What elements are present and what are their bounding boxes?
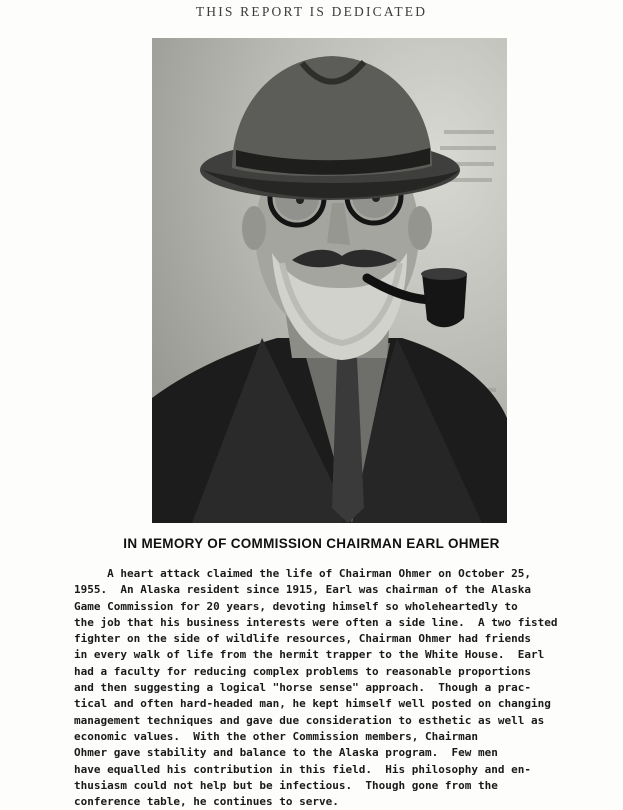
memorial-text: [74, 566, 594, 810]
text-line: thusiasm could not help but be infectious. Though gone from the: [74, 778, 498, 792]
text-line: Ohmer gave stability and balance to the Alaska program. Few men: [74, 746, 498, 760]
text-line: had a faculty for reducing complex problems to reasonable proportions: [74, 664, 531, 678]
text-line: fighter on the side of wildlife resources, Chairman Ohmer had friends: [74, 632, 531, 646]
text-line: and then suggesting a logical "horse sense" approach. Though a prac-: [74, 681, 531, 695]
text-line: Game Commission for 20 years, devoting himself so wholeheartedly to: [74, 599, 518, 613]
text-line: tical and often hard-headed man, he kept himself well posted on changing: [74, 697, 551, 711]
portrait-illustration: [152, 38, 507, 523]
text-line: 1955. An Alaska resident since 1915, Earl was chairman of the Alaska: [74, 583, 531, 597]
text-line: management techniques and gave due consideration to esthetic as well as: [74, 713, 545, 727]
text-line: have equalled his contribution in this field. His philosophy and en-: [74, 762, 531, 776]
memorial-caption: IN MEMORY OF COMMISSION CHAIRMAN EARL OHMER: [123, 536, 500, 551]
text-line: conference table, he continues to serve.: [74, 795, 339, 809]
text-line: the job that his business interests were often a side line. A two fisted: [74, 615, 558, 629]
portrait-photo: [152, 38, 507, 523]
text-line: economic values. With the other Commission members, Chairman: [74, 729, 478, 743]
text-line: A heart attack claimed the life of Chairman Ohmer on October 25,: [74, 567, 531, 580]
dedication-header: THIS REPORT IS DEDICATED: [195, 4, 428, 19]
text-line: in every walk of life from the hermit trapper to the White House. Earl: [74, 648, 545, 662]
